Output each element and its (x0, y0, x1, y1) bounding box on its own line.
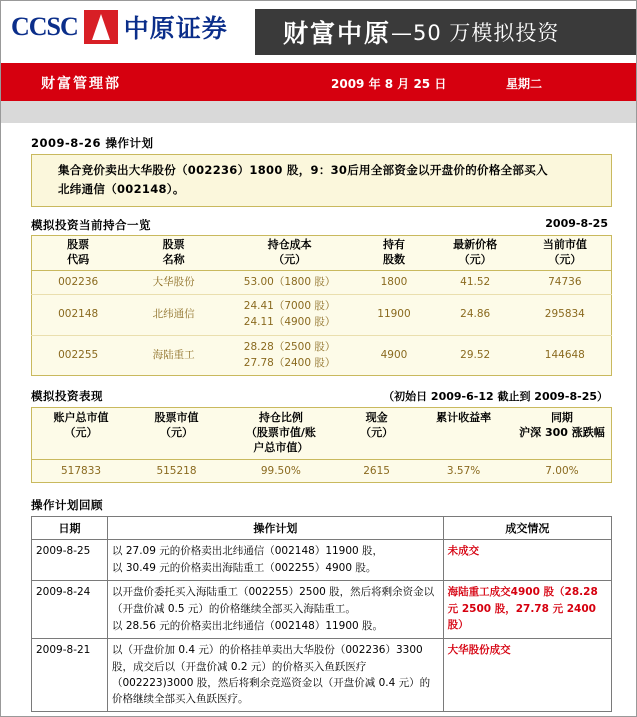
table-row (32, 270, 612, 295)
table-row (32, 459, 612, 482)
cell-code: 002148 (32, 295, 125, 336)
department-label: 财富管理部 (41, 76, 121, 92)
gray-divider (1, 101, 636, 123)
performance-title: 模拟投资表现 (31, 389, 103, 404)
col-account-value: 账户总市值 （元） (32, 408, 131, 460)
review-title: 操作计划回顾 (31, 497, 103, 512)
table-row (32, 295, 612, 336)
cell-price: 41.52 (432, 270, 519, 295)
col-cash: 现金 （元） (339, 408, 414, 460)
cell-date: 2009-8-25 (32, 539, 108, 581)
col-review-result: 成交情况 (443, 516, 611, 539)
title-banner (255, 9, 636, 55)
plan-box (31, 154, 612, 207)
holdings-table (31, 235, 612, 376)
logo-chinese-text: 中原证券 (123, 14, 228, 43)
holdings-header-row (32, 235, 612, 270)
issue-weekday: 星期二 (506, 77, 543, 91)
cell-cost: 53.00（1800 股） (223, 270, 356, 295)
title-strong-text: 财富中原 (283, 19, 392, 48)
cell-position-ratio: 99.50% (260, 464, 301, 477)
col-cost: 持仓成本 （元） (223, 235, 356, 270)
performance-table (31, 407, 612, 483)
logo-latin-text: CCSC (11, 12, 78, 41)
cell-date: 2009-8-21 (32, 639, 108, 712)
cell-shares: 4900 (356, 335, 431, 376)
cell-value: 144648 (519, 335, 612, 376)
plan-line-2: 北纬通信（002148）。 (58, 181, 185, 196)
title-rest-text: —50 万模拟投资 (391, 21, 560, 45)
review-header-row (32, 516, 612, 539)
cell-cost: 24.41（7000 股） 24.11（4900 股） (223, 295, 356, 336)
cell-name: 北纬通信 (124, 295, 223, 336)
table-row (32, 581, 612, 639)
col-stock-code: 股票 代码 (32, 235, 125, 270)
col-review-plan: 操作计划 (108, 516, 444, 539)
performance-period-note: （初始日 2009-6-12 截止到 2009-8-25） (383, 390, 608, 404)
col-cumulative-return: 累计收益率 (414, 408, 513, 460)
cell-name: 海陆重工 (124, 335, 223, 376)
col-market-value: 当前市值 （元） (519, 235, 612, 270)
cell-result: 未成交 (443, 539, 611, 581)
company-logo (11, 9, 228, 45)
performance-header-row (32, 408, 612, 460)
holdings-as-of-date: 2009-8-25 (545, 216, 608, 230)
cell-date: 2009-8-24 (32, 581, 108, 639)
col-position-ratio: 持仓比例 （股票市值/账 户总市值） (223, 408, 339, 460)
cell-value: 295834 (519, 295, 612, 336)
col-stock-name: 股票 名称 (124, 235, 223, 270)
masthead (1, 1, 636, 63)
col-stock-value: 股票市值 （元） (130, 408, 223, 460)
table-row (32, 335, 612, 376)
review-table (31, 516, 612, 712)
cell-price: 24.86 (432, 295, 519, 336)
cell-plan: 以开盘价委托买入海陆重工（002255）2500 股，然后将剩余资金以（开盘价减 0.5 元）的价格继续全部买入海陆重工。 以 28.56 元的价格卖出北纬通信（002148）11900 股。 (108, 581, 444, 639)
col-review-date: 日期 (32, 516, 108, 539)
plan-title: 2009-8-26 操作计划 (31, 136, 154, 150)
cell-result: 大华股份成交 (443, 639, 611, 712)
cell-price: 29.52 (432, 335, 519, 376)
col-latest-price: 最新价格 （元） (432, 235, 519, 270)
cell-result: 海陆重工成交4900 股（28.28 元 2500 股，27.78 元 2400 股） (443, 581, 611, 639)
performance-header (31, 388, 612, 404)
issue-date: 2009 年 8 月 25 日 (331, 77, 447, 91)
cell-hs300-change: 7.00% (545, 464, 579, 477)
table-row (32, 639, 612, 712)
cell-code: 002236 (32, 270, 125, 295)
cell-cost: 28.28（2500 股） 27.78（2400 股） (223, 335, 356, 376)
cell-value: 74736 (519, 270, 612, 295)
red-header-bar (1, 63, 636, 101)
cell-name: 大华股份 (124, 270, 223, 295)
cell-stock-value: 515218 (156, 464, 197, 477)
col-hs300-change: 同期 沪深 300 涨跌幅 (513, 408, 612, 460)
holdings-title: 模拟投资当前持合一览 (31, 217, 151, 232)
holdings-header (31, 217, 612, 232)
cell-account-value: 517833 (61, 464, 102, 477)
logo-mark-icon (84, 10, 118, 44)
table-row (32, 539, 612, 581)
cell-plan: 以 27.09 元的价格卖出北纬通信（002148）11900 股， 以 30.49 元的价格卖出海陆重工（002255）4900 股。 (108, 539, 444, 581)
cell-code: 002255 (32, 335, 125, 376)
plan-line-1: 集合竞价卖出大华股份（002236）1800 股，9：30后用全部资金以开盘价的价格全部买入 (58, 163, 548, 177)
cell-plan: 以（开盘价加 0.4 元）的价格挂单卖出大华股份（002236）3300 股，成交后以（开盘价减 0.2 元）的价格买入鱼跃医疗（002223)3000 股，然后将剩余竞巡资金以（开盘价减 0.4 元）的价格继续全部买入鱼跃医疗。 (108, 639, 444, 712)
document-content (1, 123, 636, 712)
col-shares: 持有 股数 (356, 235, 431, 270)
cell-shares: 1800 (356, 270, 431, 295)
cell-cumulative-return: 3.57% (446, 464, 481, 477)
cell-cash: 2615 (363, 464, 390, 477)
cell-shares: 11900 (356, 295, 431, 336)
